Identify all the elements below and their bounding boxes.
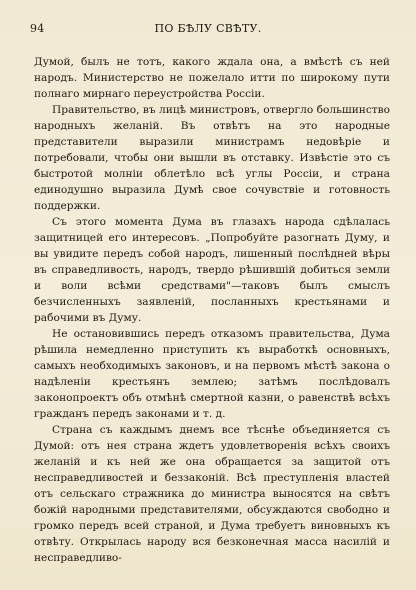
paragraph-4: Не остановившись передъ отказомъ правительства, Дума рѣшила немедленно приступить къ выработкѣ основныхъ, самыхъ необходимыхъ законовъ, и на первомъ мѣстѣ закона о надѣленіи крестьянъ землею; затѣмъ послѣдовалъ законопроектъ объ отмѣнѣ смертной казни, о равенствѣ всѣхъ гражданъ передъ законами и т. д. <box>34 328 390 420</box>
page-number: 94 <box>30 22 45 35</box>
paragraph-5: Страна съ каждымъ днемъ все тѣснѣе объединяется съ Думой: отъ нея страна ждетъ удовлетворенія всѣхъ своихъ желаній и къ ней же она обращается за защитой отъ несправедливостей и беззаконій. Всѣ преступленія властей отъ сельскаго стражника до министра выносятся на свѣтъ божій народными представителями, обсуждаются свободно и громко передъ всей страной, и Дума требуетъ виновныхъ къ отвѣту. Открылась народу вся безконечная масса насилій и несправедливо- <box>34 424 390 564</box>
body-text <box>34 54 390 566</box>
page-header <box>28 22 388 36</box>
paragraph-3: Съ этого момента Дума въ глазахъ народа сдѣлалась защитницей его интересовъ. „Попробуйте разогнать Думу, и вы увидите передъ собой народъ, лишенный послѣдней вѣры въ справедливость, народъ, твердо рѣшившій добиться земли и воли всѣми средствами"—таковъ былъ смыслъ безчисленныхъ заявленій, посланныхъ крестьянами и рабочими въ Думу. <box>34 216 390 324</box>
running-title: ПО БѢЛУ СВѢТУ. <box>154 22 262 35</box>
paragraph-2: Правительство, въ лицѣ министровъ, отвергло большинство народныхъ желаній. Въ отвѣтъ на это народные представители выразили министрамъ недовѣріе и потребовали, чтобы они вышли въ отставку. Извѣстіе это съ быстротой молніи облетѣло всѣ углы Россіи, и страна единодушно выразила Думѣ свое сочувствіе и готовность поддержки. <box>34 104 390 212</box>
paragraph-1: Думой, былъ не тотъ, какого ждала она, а вмѣстѣ съ ней народъ. Министерство не пожелало итти по широкому пути полнаго мирнаго переустройства Россіи. <box>34 56 390 100</box>
